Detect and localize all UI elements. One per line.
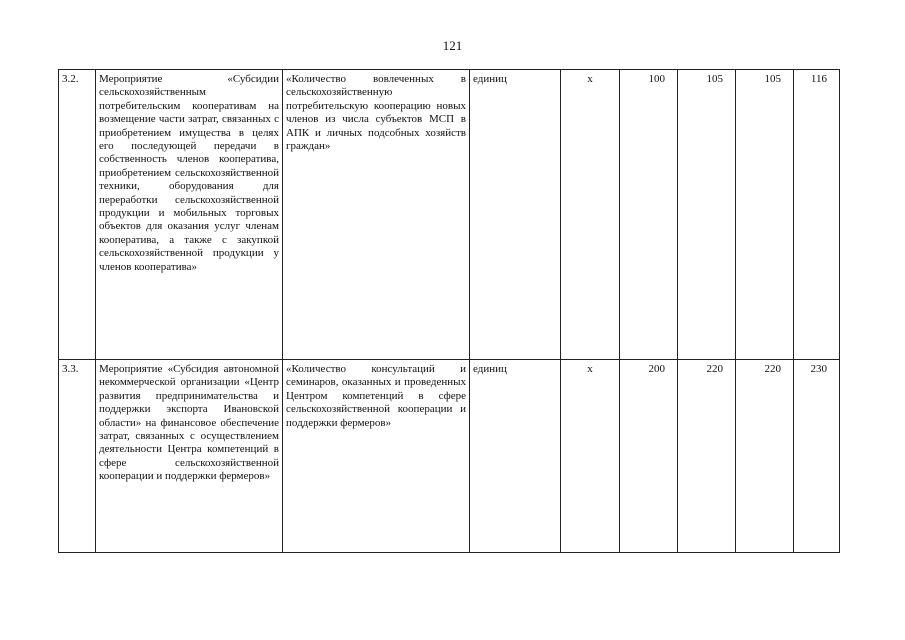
row-number: 3.2.: [59, 70, 96, 360]
value-cell-1: 100: [620, 70, 678, 360]
unit-cell: единиц: [470, 360, 561, 553]
base-value-cell: x: [561, 360, 620, 553]
table-row: [59, 70, 840, 360]
value-cell-2: 220: [678, 360, 736, 553]
value-cell-3: 105: [736, 70, 794, 360]
value-cell-1: 200: [620, 360, 678, 553]
table-row: [59, 360, 840, 553]
indicators-table: [58, 69, 840, 553]
value-cell-4: 230: [794, 360, 840, 553]
value-cell-4: 116: [794, 70, 840, 360]
value-cell-2: 105: [678, 70, 736, 360]
value-cell-3: 220: [736, 360, 794, 553]
event-description: Мероприятие «Субсидия автономной некоммерческой организации «Центр развития предпринимательства и поддержки экспорта Ивановской области» на финансовое обеспечение затрат, связанных с осуществлением деятельности Центра компетенций в сфере сельскохозяйственной кооперации и поддержки фермеров»: [96, 360, 283, 553]
unit-cell: единиц: [470, 70, 561, 360]
row-number: 3.3.: [59, 360, 96, 553]
indicator-description: «Количество консультаций и семинаров, оказанных и проведенных Центром компетенций в сфере сельскохозяйственной кооперации и поддержки фермеров»: [283, 360, 470, 553]
base-value-cell: x: [561, 70, 620, 360]
indicator-description: «Количество вовлеченных в сельскохозяйственную потребительскую кооперацию новых членов из числа субъектов МСП в АПК и личных подсобных хозяйств граждан»: [283, 70, 470, 360]
event-description: Мероприятие «Субсидии сельскохозяйственным потребительским кооперативам на возмещение части затрат, связанных с приобретением имущества в целях его последующей передачи в собственность членов кооператива, приобретением сельскохозяйственной техники, оборудования для переработки сельскохозяйственной продукции и мобильных торговых объектов для оказания услуг членам кооператива, а также с закупкой сельскохозяйственной продукции у членов кооператива»: [96, 70, 283, 360]
page-number: 121: [442, 38, 463, 53]
